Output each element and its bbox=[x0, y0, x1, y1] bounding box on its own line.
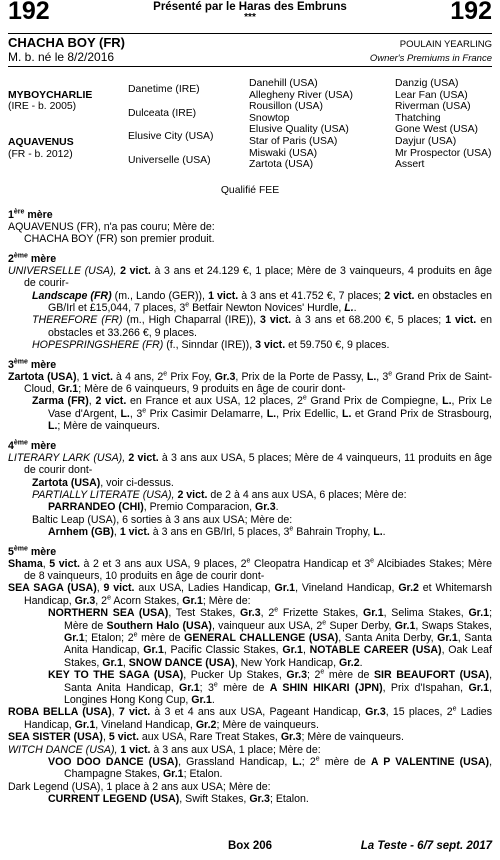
pedigree-gen2: Universelle (USA) bbox=[128, 155, 211, 166]
produce-entry: ROBA BELLA (USA), 7 vict. à 3 et 4 ans aux USA, Pageant Handicap, Gr.3, 15 places, 2e Ladies Handicap, Gr.1, Vineland Handicap, Gr.2; Mère de vainqueurs. bbox=[8, 705, 492, 731]
section-heading: 1ère mère bbox=[8, 208, 53, 221]
box-number: Box 206 bbox=[227, 840, 273, 852]
produce-entry: SEA SAGA (USA), 9 vict. aux USA, Ladies Handicap, Gr.1, Vineland Handicap, Gr.2 et Whitemarsh Handicap, Gr.3, 2e Acorn Stakes, Gr.1; Mère de: bbox=[8, 582, 492, 607]
section-heading: 5ème mère bbox=[8, 545, 57, 558]
pedigree-gen3: Allegheny River (USA) bbox=[249, 89, 353, 101]
produce-entry: PARRANDEO (CHI), Premio Comparacion, Gr.3. bbox=[48, 501, 279, 514]
horse-category: POULAIN YEARLING bbox=[399, 39, 492, 50]
sale-venue-date: La Teste - 6/7 sept. 2017 bbox=[360, 840, 492, 852]
pedigree-table bbox=[8, 78, 500, 178]
produce-entry: NORTHERN SEA (USA), Test Stakes, Gr.3, 2e Frizette Stakes, Gr.1, Selima Stakes, Gr.1; Mère de Southern Halo (USA), vainqueur aux USA, 2e Super Derby, Gr.1, Swaps Stakes, Gr.1; Etalon; 2e mère de GENERAL CHALLENGE (USA), Santa Anita Derby, Gr.1, Santa Anita Handicap, Gr.1, Pacific Classic Stakes, Gr.1, NOTABLE CAREER (USA), Oak Leaf Stakes, Gr.1, SNOW DANCE (USA), New York Handicap, Gr.2. bbox=[48, 606, 493, 669]
pedigree-gen3: Star of Paris (USA) bbox=[249, 136, 338, 147]
presenter-line: Présenté par le Haras des Embruns bbox=[153, 1, 347, 13]
pedigree-sire: MYBOYCHARLIE bbox=[8, 90, 93, 101]
qualification: Qualifié FEE bbox=[220, 185, 280, 196]
dam-paragraph: Zartota (USA), 1 vict. à 4 ans, 2e Prix Foy, Gr.3, Prix de la Porte de Passy, L., 3e Grand Prix de Saint-Cloud, Gr.1; Mère de 6 vainqueurs, 9 produits en âge de courir dont- bbox=[8, 370, 493, 396]
header-divider bbox=[8, 33, 492, 34]
produce-entry: Landscape (FR) (m., Lando (GER)), 1 vict. à 3 ans et 41.752 €, 7 places; 2 vict. en obstacles en GB/Irl et £15,044, 7 places, 3e Betfair Newton Novices' Hurdle, L.. bbox=[32, 289, 492, 315]
pedigree-gen4: Thatching bbox=[395, 112, 441, 124]
lot-number-left: 192 bbox=[8, 0, 50, 25]
produce-entry: WITCH DANCE (USA), 1 vict. à 3 ans aux USA, 1 place; Mère de: bbox=[8, 743, 321, 756]
dam-paragraph: LITERARY LARK (USA), 2 vict. à 3 ans aux USA, 5 places; Mère de 4 vainqueurs, 11 produits en âge de courir dont- bbox=[8, 451, 492, 477]
pedigree-gen4: Gone West (USA) bbox=[395, 124, 478, 136]
horse-name: CHACHA BOY (FR) bbox=[8, 35, 125, 50]
produce-entry: PARTIALLY LITERATE (USA), 2 vict. de 2 à 4 ans aux USA, 6 places; Mère de: bbox=[32, 488, 407, 501]
pedigree-gen4: Mr Prospector (USA) bbox=[395, 147, 492, 159]
produce-entry: HOPESPRINGSHERE (FR) (f., Sinndar (IRE)), 3 vict. et 59.750 €, 9 places. bbox=[32, 339, 390, 352]
header-stars: *** bbox=[244, 12, 256, 23]
pedigree-gen4: Dayjur (USA) bbox=[395, 136, 457, 147]
produce-entry: KEY TO THE SAGA (USA), Pucker Up Stakes, Gr.3; 2e mère de SIR BEAUFORT (USA), Santa Anita Handicap, Gr.1; 3e mère de A SHIN HIKARI (JPN), Prix d'Ispahan, Gr.1, Longines Hong Kong Cup, Gr.1. bbox=[48, 668, 493, 706]
pedigree-dam-info: (FR - b. 2012) bbox=[8, 149, 73, 160]
section-heading: 3ème mère bbox=[8, 358, 57, 371]
lot-number-right: 192 bbox=[450, 0, 492, 25]
pedigree-gen3: Zartota (USA) bbox=[249, 159, 314, 171]
dam-paragraph: UNIVERSELLE (USA), 2 vict. à 3 ans et 24.129 €, 1 place; Mère de 3 vainqueurs, 4 produits en âge de courir- bbox=[8, 264, 492, 290]
pedigree-gen3: Elusive Quality (USA) bbox=[249, 124, 349, 136]
pedigree-gen2: Dulceata (IRE) bbox=[128, 108, 197, 119]
pedigree-gen3: Miswaki (USA) bbox=[249, 147, 318, 159]
produce-entry: CURRENT LEGEND (USA), Swift Stakes, Gr.3; Etalon. bbox=[48, 793, 309, 806]
page-header bbox=[8, 0, 492, 32]
pedigree-gen2: Danetime (IRE) bbox=[128, 84, 200, 95]
produce-entry: VOO DOO DANCE (USA), Grassland Handicap, L.; 2e mère de A P VALENTINE (USA), Champagne Stakes, Gr.1; Etalon. bbox=[48, 755, 493, 781]
horse-birth: M. b. né le 8/2/2016 bbox=[8, 50, 115, 64]
pedigree-gen4: Danzig (USA) bbox=[395, 78, 459, 89]
pedigree-gen3: Danehill (USA) bbox=[249, 78, 318, 89]
pedigree-gen4: Riverman (USA) bbox=[395, 101, 471, 113]
dam-paragraph: Shama, 5 vict. à 2 et 3 ans aux USA, 9 places, 2e Cleopatra Handicap et 3e Alcibiades Stakes; Mère de 8 vainqueurs, 10 produits en âge de courir dont- bbox=[8, 557, 492, 582]
pedigree-gen4: Assert bbox=[395, 159, 425, 171]
horse-title-row bbox=[8, 36, 492, 50]
produce-entry: Baltic Leap (USA), 6 sorties à 3 ans aux USA; Mère de: bbox=[32, 513, 293, 526]
produce-entry: Arnhem (GB), 1 vict. à 3 ans en GB/Irl, 5 places, 3e Bahrain Trophy, L.. bbox=[48, 525, 386, 539]
produce-entry: Dark Legend (USA), 1 place à 2 ans aux USA; Mère de: bbox=[8, 780, 271, 793]
pedigree-gen2: Elusive City (USA) bbox=[128, 131, 214, 142]
catalogue-body bbox=[8, 209, 492, 806]
produce-entry: Zarma (FR), 2 vict. en France et aux USA, 12 places, 2e Grand Prix de Compiegne, L., Prix Le Vase d'Argent, L., 3e Prix Casimir Delamarre, L., Prix Edellic, L. et Grand Prix de Strasbourg, L.; Mère de vainqueurs. bbox=[32, 394, 493, 433]
section-heading: 2ème mère bbox=[8, 252, 57, 265]
produce-entry: Zartota (USA), voir ci-dessus. bbox=[32, 476, 174, 489]
pedigree-gen3: Rousillon (USA) bbox=[249, 101, 323, 113]
dam-paragraph: AQUAVENUS (FR), n'a pas couru; Mère de: CHACHA BOY (FR) son premier produit. bbox=[8, 221, 215, 246]
page-footer bbox=[8, 840, 492, 854]
produce-entry: THEREFORE (FR) (m., High Chaparral (IRE)), 3 vict. à 3 ans et 68.200 €, 5 places; 1 vict. en obstacles et 33.266 €, 9 places. bbox=[32, 314, 492, 339]
pedigree-gen3: Snowtop bbox=[249, 112, 290, 124]
pedigree-sire-info: (IRE - b. 2005) bbox=[8, 101, 77, 112]
pedigree-gen4: Lear Fan (USA) bbox=[395, 89, 468, 101]
owners-premiums: Owner's Premiums in France bbox=[369, 53, 492, 64]
produce-entry: SEA SISTER (USA), 5 vict. aux USA, Rare Treat Stakes, Gr.3; Mère de vainqueurs. bbox=[8, 731, 404, 744]
title-divider bbox=[8, 66, 492, 67]
pedigree-dam: AQUAVENUS bbox=[8, 137, 74, 148]
section-heading: 4ème mère bbox=[8, 439, 57, 452]
horse-birth-row bbox=[8, 51, 492, 64]
